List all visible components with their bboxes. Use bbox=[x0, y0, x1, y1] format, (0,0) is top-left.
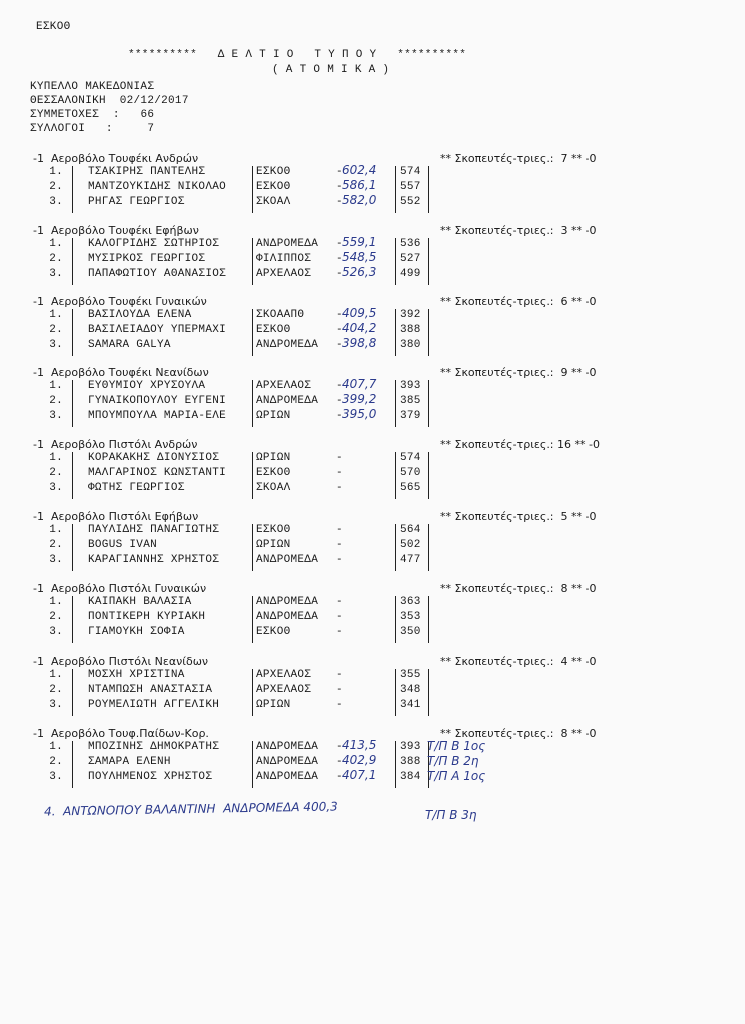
dash-mark: - bbox=[336, 482, 343, 494]
clubs-line bbox=[30, 123, 154, 135]
shooters-count: ** Σκοπευτές-τριες.: 4 ** -0 bbox=[440, 655, 597, 668]
club-name: ΩΡΙΩΝ bbox=[256, 452, 291, 464]
dash-mark: - bbox=[336, 410, 343, 422]
rank-number: 3. bbox=[49, 771, 63, 783]
rank-number: 3. bbox=[49, 339, 63, 351]
dash-mark: - bbox=[336, 756, 343, 768]
page-subtitle: ( Α Τ Ο Μ Ι Κ Α ) bbox=[272, 64, 390, 76]
handwritten-note: Τ/Π Β 2η bbox=[427, 754, 479, 768]
dash-mark: - bbox=[336, 626, 343, 638]
result-row bbox=[0, 407, 745, 425]
handwritten-total: 402,9 bbox=[342, 753, 377, 767]
athlete-name: ΠΑΠΑΦΩΤΙΟΥ ΑΘΑΝΑΣΙΟΣ bbox=[88, 268, 227, 280]
rank-number: 1. bbox=[49, 309, 63, 321]
rank-number: 2. bbox=[49, 467, 63, 479]
result-row bbox=[0, 467, 745, 482]
club-name: ΑΝΔΡΟΜΕΔΑ bbox=[256, 771, 319, 783]
rank-number: 3. bbox=[49, 626, 63, 638]
rank-number: 3. bbox=[49, 410, 63, 422]
title-stars-left: ********** bbox=[128, 49, 198, 61]
athlete-name: ΦΩΤΗΣ ΓΕΩΡΓΙΟΣ bbox=[88, 482, 185, 494]
event-title: -1 Αεροβόλο Πιστόλι Εφήβων bbox=[33, 510, 199, 523]
rank-number: 2. bbox=[49, 324, 63, 336]
dash-mark: - bbox=[336, 741, 343, 753]
result-row bbox=[0, 452, 745, 467]
shooters-count: ** Σκοπευτές-τριες.: 8 ** -0 bbox=[440, 727, 597, 740]
rank-number: 3. bbox=[49, 699, 63, 711]
event-section bbox=[0, 152, 745, 214]
dash-mark: - bbox=[336, 771, 343, 783]
rank-number: 2. bbox=[49, 539, 63, 551]
competition-name: ΚΥΠΕΛΛΟ ΜΑΚΕΔΟΝΙΑΣ bbox=[30, 81, 155, 93]
club-name: ΩΡΙΩΝ bbox=[256, 699, 291, 711]
athlete-name: ΜΠΟΖΙΝΗΣ ΔΗΜΟΚΡΑΤΗΣ bbox=[88, 741, 220, 753]
result-row bbox=[0, 554, 745, 569]
club-name: ΕΣΚΟΘ bbox=[256, 166, 291, 178]
score-value: 570 bbox=[400, 467, 421, 479]
club-name: ΑΡΧΕΛΑΟΣ bbox=[256, 684, 312, 696]
participants-value: 66 bbox=[140, 109, 155, 121]
title-stars-right: ********** bbox=[397, 49, 467, 61]
club-name: ΑΝΔΡΟΜΕΔΑ bbox=[256, 339, 319, 351]
dash-mark: - bbox=[336, 238, 343, 250]
athlete-name: ΜΑΝΤΖΟΥΚΙΔΗΣ ΝΙΚΟΛΑΟ bbox=[88, 181, 227, 193]
athlete-name: ΤΣΑΚΙΡΗΣ ΠΑΝΤΕΛΗΣ bbox=[88, 166, 206, 178]
dash-mark: - bbox=[336, 268, 343, 280]
dash-mark: - bbox=[336, 684, 343, 696]
athlete-name: ΒΑΣΙΛΟΥΔΑ ΕΛΕΝΑ bbox=[88, 309, 192, 321]
athlete-name: ΣΑΜΑΡΑ ΕΛΕΝΗ bbox=[88, 756, 171, 768]
org-header: ΕΣΚΟΘ bbox=[36, 21, 71, 33]
score-value: 499 bbox=[400, 268, 421, 280]
shooters-count: ** Σκοπευτές-τριες.: 6 ** -0 bbox=[440, 295, 597, 308]
rank-number: 2. bbox=[49, 611, 63, 623]
clubs-label: ΣΥΛΛΟΓΟΙ : bbox=[30, 123, 113, 135]
shooters-count: ** Σκοπευτές-τριες.: 3 ** -0 bbox=[440, 224, 597, 237]
result-row bbox=[0, 699, 745, 714]
club-name: ΑΝΔΡΟΜΕΔΑ bbox=[256, 596, 319, 608]
handwritten-total: 407,7 bbox=[342, 377, 377, 391]
event-title: -1 Αεροβόλο Τουφέκι Ανδρών bbox=[33, 152, 199, 165]
club-name: ΣΚΟΑΛ bbox=[256, 482, 291, 494]
score-value: 565 bbox=[400, 482, 421, 494]
result-row bbox=[0, 524, 745, 539]
score-value: 574 bbox=[400, 452, 421, 464]
dash-mark: - bbox=[336, 166, 343, 178]
handwritten-total: 602,4 bbox=[342, 163, 377, 177]
handwritten-total: 559,1 bbox=[342, 235, 377, 249]
event-title: -1 Αεροβόλο Πιστόλι Νεανίδων bbox=[33, 655, 209, 668]
event-title: -1 Αεροβόλο Τουφ.Παίδων-Κορ. bbox=[33, 727, 209, 740]
result-row bbox=[0, 669, 745, 684]
event-section bbox=[0, 582, 745, 644]
dash-mark: - bbox=[336, 699, 343, 711]
club-name: ΣΚΟΑΛ bbox=[256, 196, 291, 208]
score-value: 388 bbox=[400, 756, 421, 768]
handwritten-note: Τ/Π Α 1ος bbox=[427, 769, 486, 783]
handwritten-extra-line: 4. ΑΝΤΩΝΟΠΟΥ ΒΑΛΑΝΤΙΝΗ ΑΝΔΡΟΜΕΔΑ 400,3 bbox=[43, 799, 338, 819]
rank-number: 1. bbox=[49, 596, 63, 608]
dash-mark: - bbox=[336, 324, 343, 336]
dash-mark: - bbox=[336, 467, 343, 479]
dash-mark: - bbox=[336, 611, 343, 623]
dash-mark: - bbox=[336, 380, 343, 392]
result-row bbox=[0, 596, 745, 611]
result-row bbox=[0, 336, 745, 354]
club-name: ΑΝΔΡΟΜΕΔΑ bbox=[256, 756, 319, 768]
rank-number: 1. bbox=[49, 524, 63, 536]
shooters-count: ** Σκοπευτές-τριες.: 7 ** -0 bbox=[440, 152, 597, 165]
score-value: 557 bbox=[400, 181, 421, 193]
result-row bbox=[0, 539, 745, 554]
athlete-name: SAMARA GALYA bbox=[88, 339, 171, 351]
shooters-count: ** Σκοπευτές-τριες.: 9 ** -0 bbox=[440, 366, 597, 379]
place-date: ΘΕΣΣΑΛΟΝΙΚΗ 02/12/2017 bbox=[30, 95, 189, 107]
rank-number: 1. bbox=[49, 238, 63, 250]
club-name: ΑΝΔΡΟΜΕΔΑ bbox=[256, 395, 319, 407]
score-value: 348 bbox=[400, 684, 421, 696]
rank-number: 2. bbox=[49, 181, 63, 193]
handwritten-total: 413,5 bbox=[342, 738, 377, 752]
athlete-name: ΜΑΛΓΑΡΙΝΟΣ ΚΩΝΣΤΑΝΤΙ bbox=[88, 467, 227, 479]
shooters-count: ** Σκοπευτές-τριες.: 5 ** -0 bbox=[440, 510, 597, 523]
club-name: ΕΣΚΟΘ bbox=[256, 181, 291, 193]
score-value: 350 bbox=[400, 626, 421, 638]
rank-number: 2. bbox=[49, 395, 63, 407]
athlete-name: ΚΑΙΠΑΚΗ ΒΑΛΑΣΙΑ bbox=[88, 596, 192, 608]
club-name: ΕΣΚΟΘ bbox=[256, 626, 291, 638]
dash-mark: - bbox=[336, 596, 343, 608]
dash-mark: - bbox=[336, 539, 343, 551]
score-value: 393 bbox=[400, 380, 421, 392]
rank-number: 1. bbox=[49, 380, 63, 392]
rank-number: 1. bbox=[49, 452, 63, 464]
handwritten-total: 398,8 bbox=[342, 336, 377, 350]
score-value: 527 bbox=[400, 253, 421, 265]
score-value: 536 bbox=[400, 238, 421, 250]
rank-number: 3. bbox=[49, 482, 63, 494]
event-title: -1 Αεροβόλο Πιστόλι Γυναικών bbox=[33, 582, 207, 595]
club-name: ΦΙΛΙΠΠΟΣ bbox=[256, 253, 312, 265]
rank-number: 3. bbox=[49, 554, 63, 566]
event-title: -1 Αεροβόλο Τουφέκι Νεανίδων bbox=[33, 366, 209, 379]
result-row bbox=[0, 768, 745, 786]
dash-mark: - bbox=[336, 524, 343, 536]
dash-mark: - bbox=[336, 339, 343, 351]
athlete-name: ΜΟΣΧΗ ΧΡΙΣΤΙΝΑ bbox=[88, 669, 185, 681]
title-line bbox=[128, 49, 466, 61]
rank-number: 2. bbox=[49, 253, 63, 265]
score-value: 353 bbox=[400, 611, 421, 623]
club-name: ΣΚΟΑΑΠΘ bbox=[256, 309, 305, 321]
score-value: 574 bbox=[400, 166, 421, 178]
club-name: ΑΝΔΡΟΜΕΔΑ bbox=[256, 611, 319, 623]
rank-number: 1. bbox=[49, 166, 63, 178]
result-row bbox=[0, 626, 745, 641]
handwritten-extra-note: Τ/Π Β 3η bbox=[425, 808, 477, 822]
athlete-name: ΜΠΟΥΜΠΟΥΛΑ ΜΑΡΙΑ-ΕΛΕ bbox=[88, 410, 227, 422]
dash-mark: - bbox=[336, 554, 343, 566]
club-name: ΕΣΚΟΘ bbox=[256, 324, 291, 336]
club-name: ΩΡΙΩΝ bbox=[256, 410, 291, 422]
dash-mark: - bbox=[336, 395, 343, 407]
score-value: 388 bbox=[400, 324, 421, 336]
result-row bbox=[0, 482, 745, 497]
result-row bbox=[0, 684, 745, 699]
score-value: 385 bbox=[400, 395, 421, 407]
dash-mark: - bbox=[336, 181, 343, 193]
athlete-name: ΒΑΣΙΛΕΙΑΔΟΥ ΥΠΕΡΜΑΧΙ bbox=[88, 324, 227, 336]
page-title: Δ Ε Λ Τ Ι Ο Τ Υ Π Ο Υ bbox=[217, 49, 377, 61]
club-name: ΑΡΧΕΛΑΟΣ bbox=[256, 669, 312, 681]
athlete-name: ΓΙΑΜΟΥΚΗ ΣΟΦΙΑ bbox=[88, 626, 185, 638]
club-name: ΑΡΧΕΛΑΟΣ bbox=[256, 268, 312, 280]
shooters-count: ** Σκοπευτές-τριες.: 8 ** -0 bbox=[440, 582, 597, 595]
event-section bbox=[0, 727, 745, 789]
athlete-name: ΚΟΡΑΚΑΚΗΣ ΔΙΟΝΥΣΙΟΣ bbox=[88, 452, 220, 464]
rank-number: 3. bbox=[49, 196, 63, 208]
athlete-name: BOGUS IVAN bbox=[88, 539, 158, 551]
athlete-name: ΓΥΝΑΙΚΟΠΟΥΛΟΥ ΕΥΓΕΝΙ bbox=[88, 395, 227, 407]
score-value: 502 bbox=[400, 539, 421, 551]
athlete-name: ΠΑΥΛΙΔΗΣ ΠΑΝΑΓΙΩΤΗΣ bbox=[88, 524, 220, 536]
handwritten-total: 586,1 bbox=[342, 178, 377, 192]
score-value: 380 bbox=[400, 339, 421, 351]
score-value: 392 bbox=[400, 309, 421, 321]
club-name: ΩΡΙΩΝ bbox=[256, 539, 291, 551]
club-name: ΑΝΔΡΟΜΕΔΑ bbox=[256, 554, 319, 566]
event-section bbox=[0, 510, 745, 572]
athlete-name: ΜΥΣΙΡΚΟΣ ΓΕΩΡΓΙΟΣ bbox=[88, 253, 206, 265]
rank-number: 1. bbox=[49, 669, 63, 681]
handwritten-total: 404,2 bbox=[342, 321, 377, 335]
result-row bbox=[0, 611, 745, 626]
handwritten-total: 395,0 bbox=[342, 407, 377, 421]
club-name: ΕΣΚΟΘ bbox=[256, 467, 291, 479]
rank-number: 1. bbox=[49, 741, 63, 753]
score-value: 477 bbox=[400, 554, 421, 566]
athlete-name: ΠΟΥΛΗΜΕΝΟΣ ΧΡΗΣΤΟΣ bbox=[88, 771, 213, 783]
rank-number: 3. bbox=[49, 268, 63, 280]
rank-number: 2. bbox=[49, 684, 63, 696]
event-title: -1 Αεροβόλο Τουφέκι Γυναικών bbox=[33, 295, 207, 308]
result-row bbox=[0, 193, 745, 211]
event-section bbox=[0, 366, 745, 428]
handwritten-total: 582,0 bbox=[342, 193, 377, 207]
club-name: ΕΣΚΟΘ bbox=[256, 524, 291, 536]
handwritten-total: 399,2 bbox=[342, 392, 377, 406]
handwritten-note: Τ/Π Β 1ος bbox=[427, 739, 486, 753]
athlete-name: ΡΟΥΜΕΛΙΩΤΗ ΑΓΓΕΛΙΚΗ bbox=[88, 699, 220, 711]
participants-label: ΣΥΜΜΕΤΟΧΕΣ : bbox=[30, 109, 120, 121]
participants-line bbox=[30, 109, 154, 121]
score-value: 379 bbox=[400, 410, 421, 422]
dash-mark: - bbox=[336, 253, 343, 265]
rank-number: 2. bbox=[49, 756, 63, 768]
club-name: ΑΝΔΡΟΜΕΔΑ bbox=[256, 238, 319, 250]
athlete-name: ΚΑΛΟΓΡΙΔΗΣ ΣΩΤΗΡΙΟΣ bbox=[88, 238, 220, 250]
result-row bbox=[0, 265, 745, 283]
event-section bbox=[0, 438, 745, 500]
athlete-name: ΝΤΑΜΠΩΣΗ ΑΝΑΣΤΑΣΙΑ bbox=[88, 684, 213, 696]
club-name: ΑΡΧΕΛΑΟΣ bbox=[256, 380, 312, 392]
handwritten-total: 548,5 bbox=[342, 250, 377, 264]
score-value: 363 bbox=[400, 596, 421, 608]
handwritten-total: 526,3 bbox=[342, 265, 377, 279]
score-value: 393 bbox=[400, 741, 421, 753]
handwritten-total: 409,5 bbox=[342, 306, 377, 320]
score-value: 355 bbox=[400, 669, 421, 681]
athlete-name: ΚΑΡΑΓΙΑΝΝΗΣ ΧΡΗΣΤΟΣ bbox=[88, 554, 220, 566]
score-value: 341 bbox=[400, 699, 421, 711]
score-value: 552 bbox=[400, 196, 421, 208]
dash-mark: - bbox=[336, 669, 343, 681]
athlete-name: ΠΟΝΤΙΚΕΡΗ ΚΥΡΙΑΚΗ bbox=[88, 611, 206, 623]
event-section bbox=[0, 655, 745, 717]
dash-mark: - bbox=[336, 452, 343, 464]
score-value: 384 bbox=[400, 771, 421, 783]
club-name: ΑΝΔΡΟΜΕΔΑ bbox=[256, 741, 319, 753]
handwritten-total: 407,1 bbox=[342, 768, 377, 782]
athlete-name: ΡΗΓΑΣ ΓΕΩΡΓΙΟΣ bbox=[88, 196, 185, 208]
clubs-value: 7 bbox=[147, 123, 155, 135]
event-section bbox=[0, 224, 745, 286]
dash-mark: - bbox=[336, 309, 343, 321]
event-title: -1 Αεροβόλο Πιστόλι Ανδρών bbox=[33, 438, 198, 451]
event-section bbox=[0, 295, 745, 357]
score-value: 564 bbox=[400, 524, 421, 536]
athlete-name: ΕΥΘΥΜΙΟΥ ΧΡΥΣΟΥΛΑ bbox=[88, 380, 206, 392]
event-title: -1 Αεροβόλο Τουφέκι Εφήβων bbox=[33, 224, 199, 237]
shooters-count: ** Σκοπευτές-τριες.: 16 ** -0 bbox=[440, 438, 600, 451]
dash-mark: - bbox=[336, 196, 343, 208]
